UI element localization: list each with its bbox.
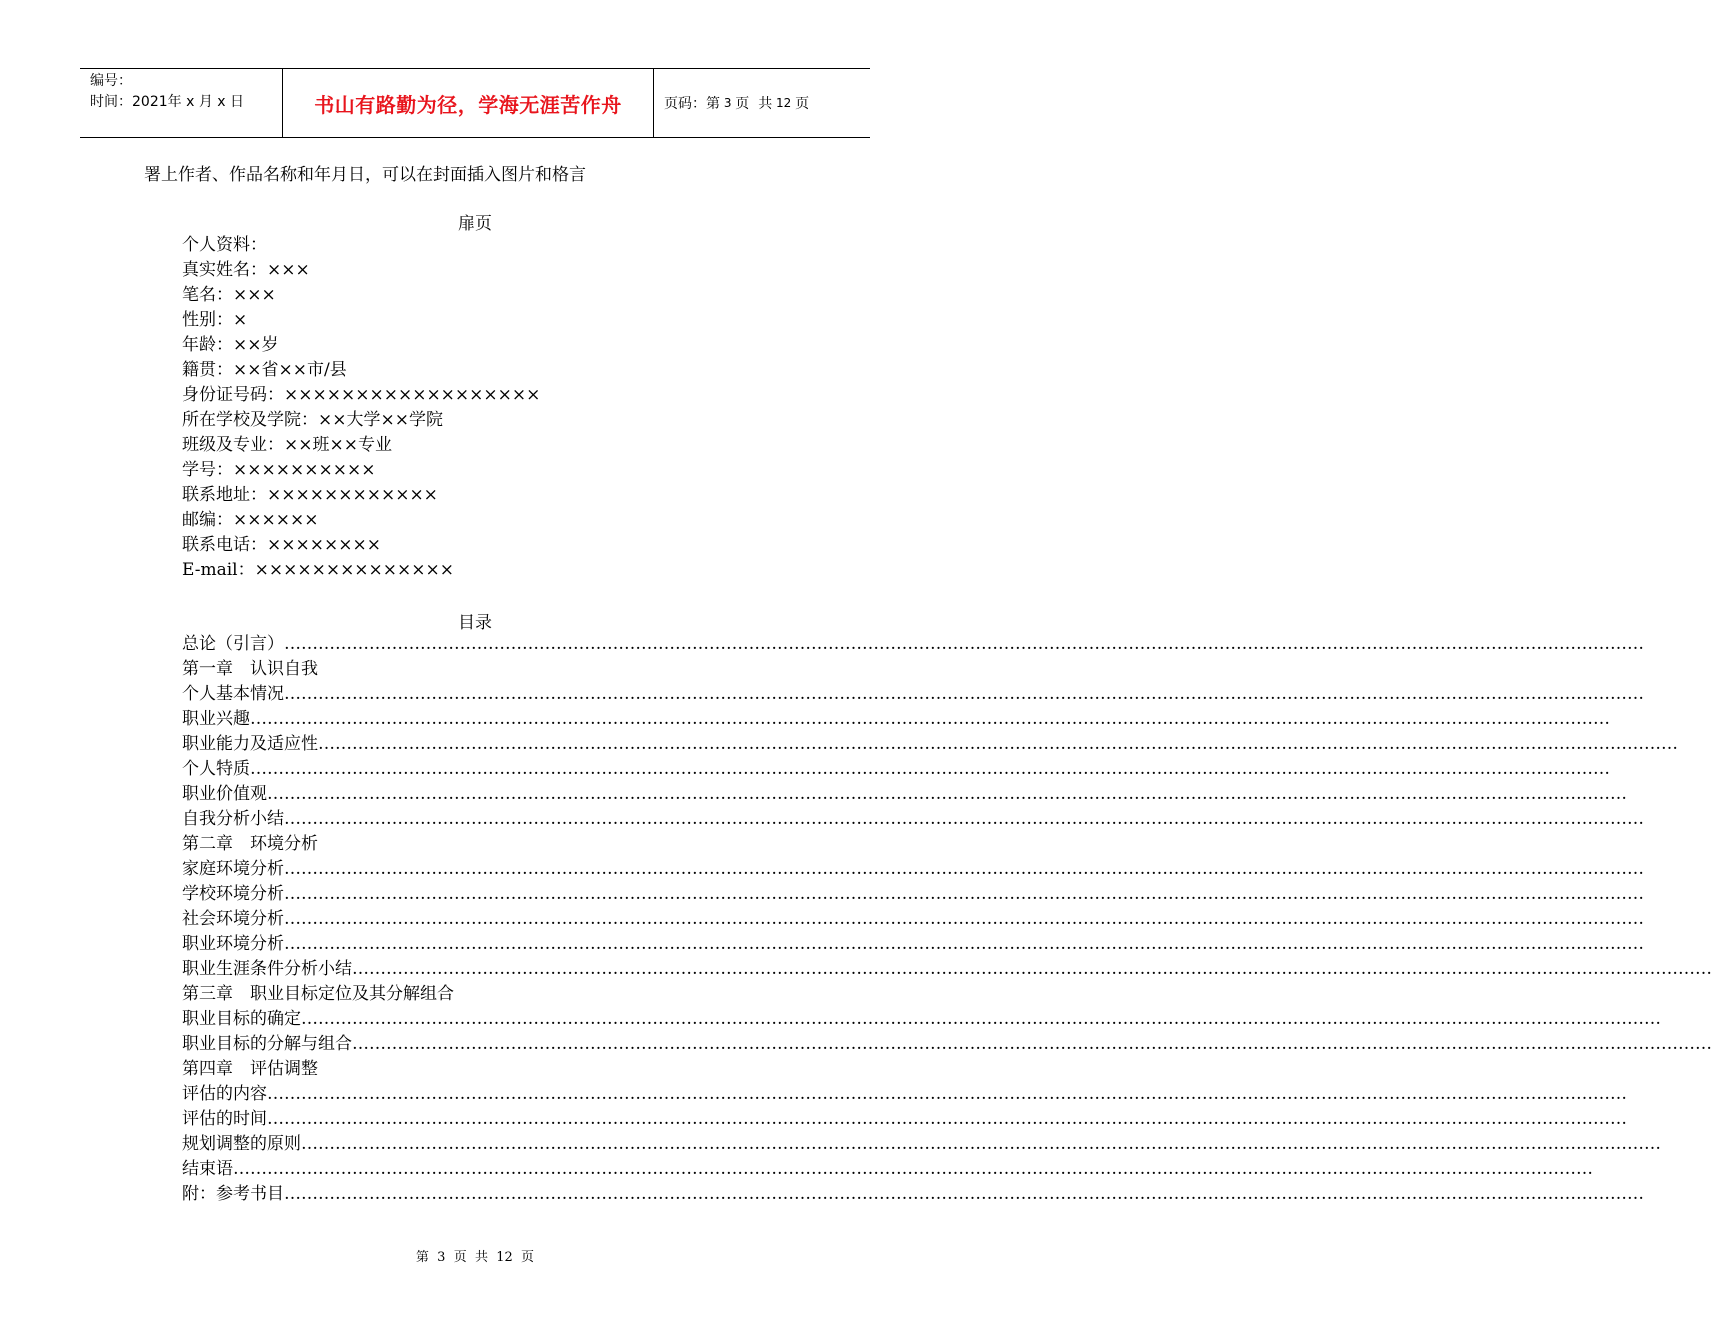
flyleaf-line: 籍贯：××省××市/县 bbox=[182, 360, 347, 380]
page-label: 页码：第 bbox=[664, 96, 720, 112]
toc-leader-dots: …………………………………………………………………………………………………………………………………………………………………………………………………………………… bbox=[267, 784, 1627, 804]
header-meta bbox=[80, 69, 282, 137]
intro-text: 署上作者、作品名称和年月日，可以在封面插入图片和格言 bbox=[144, 165, 586, 185]
time-year: 2021 bbox=[132, 94, 168, 110]
flyleaf-line: 所在学校及学院：××大学××学院 bbox=[182, 410, 443, 430]
toc-entry[interactable] bbox=[182, 857, 1644, 882]
toc-leader-dots: …………………………………………………………………………………………………………………………………………………………………………………………………………………… bbox=[267, 1084, 1627, 1104]
toc-leader-dots: …………………………………………………………………………………………………………………………………………………………………………………………………………………… bbox=[284, 909, 1644, 929]
toc-entry[interactable] bbox=[182, 882, 1644, 907]
toc-entry[interactable] bbox=[182, 957, 1712, 982]
toc-entry-label: 个人特质 bbox=[182, 759, 250, 779]
toc-chapter[interactable] bbox=[182, 982, 797, 1007]
toc-leader-dots: …………………………………………………………………………………………………………………………………………………………………………………………………………………… bbox=[233, 1159, 1593, 1179]
flyleaf-line: 联系电话：×××××××× bbox=[182, 535, 381, 555]
toc-entry-label: 自我分析小结 bbox=[182, 809, 284, 829]
toc-entry-label: 第一章 认识自我 bbox=[182, 659, 318, 679]
toc-entry-label: 学校环境分析 bbox=[182, 884, 284, 904]
toc-entry[interactable] bbox=[182, 1157, 1593, 1182]
toc-entry-label: 附：参考书目 bbox=[182, 1184, 284, 1204]
page-header bbox=[80, 68, 870, 138]
toc-entry-label: 评估的内容 bbox=[182, 1084, 267, 1104]
toc-chapter[interactable] bbox=[182, 1057, 797, 1082]
toc-leader-dots: …………………………………………………………………………………………………………………………………………………………………………………………………………………… bbox=[284, 1184, 1644, 1204]
toc-leader-dots: …………………………………………………………………………………………………………………………………………………………………………………………………………………… bbox=[301, 1134, 1661, 1154]
toc-entry-label: 职业能力及适应性 bbox=[182, 734, 318, 754]
flyleaf-line: E-mail：×××××××××××××× bbox=[182, 560, 455, 580]
toc-entry-label: 职业生涯条件分析小结 bbox=[182, 959, 352, 979]
flyleaf-line: 个人资料： bbox=[182, 235, 267, 255]
toc-leader-dots: …………………………………………………………………………………………………………………………………………………………………………………………………………………… bbox=[284, 884, 1644, 904]
toc-entry[interactable] bbox=[182, 1007, 1661, 1032]
toc-entry[interactable] bbox=[182, 907, 1644, 932]
toc-title: 目录 bbox=[458, 613, 492, 633]
toc-entry-label: 第三章 职业目标定位及其分解组合 bbox=[182, 984, 454, 1004]
toc-entry[interactable] bbox=[182, 632, 1644, 657]
toc-entry-label: 职业目标的分解与组合 bbox=[182, 1034, 352, 1054]
motto: 书山有路勤为径，学海无涯苦作舟 bbox=[282, 69, 654, 137]
toc-entry-label: 第二章 环境分析 bbox=[182, 834, 318, 854]
toc-entry-label: 职业价值观 bbox=[182, 784, 267, 804]
toc-entry[interactable] bbox=[182, 732, 1678, 757]
toc-leader-dots: …………………………………………………………………………………………………………………………………………………………………………………………………………………… bbox=[284, 634, 1644, 654]
time-line bbox=[90, 92, 282, 113]
page-footer: 第 3 页 共 12 页 bbox=[415, 1250, 535, 1265]
toc-entry[interactable] bbox=[182, 682, 1644, 707]
toc-entry-label: 职业兴趣 bbox=[182, 709, 250, 729]
flyleaf-line: 笔名：××× bbox=[182, 285, 276, 305]
toc-entry[interactable] bbox=[182, 1032, 1712, 1057]
toc-entry[interactable] bbox=[182, 1182, 1644, 1207]
number-label: 编号： bbox=[90, 73, 132, 89]
page-mid: 页 共 bbox=[735, 96, 773, 112]
toc-entry-label: 规划调整的原则 bbox=[182, 1134, 301, 1154]
toc-leader-dots: …………………………………………………………………………………………………………………………………………………………………………………………………………………… bbox=[250, 709, 1610, 729]
toc-list bbox=[182, 632, 1712, 1207]
toc-entry-label: 总论（引言） bbox=[182, 634, 284, 654]
toc-entry-label: 个人基本情况 bbox=[182, 684, 284, 704]
toc-leader-dots: …………………………………………………………………………………………………………………………………………………………………………………………………………………… bbox=[284, 684, 1644, 704]
flyleaf-line: 班级及专业：××班××专业 bbox=[182, 435, 392, 455]
toc-entry[interactable] bbox=[182, 1107, 1627, 1132]
toc-entry[interactable] bbox=[182, 707, 1610, 732]
time-rest: 年 x 月 x 日 bbox=[167, 94, 245, 110]
toc-entry-label: 评估的时间 bbox=[182, 1109, 267, 1129]
toc-entry[interactable] bbox=[182, 1132, 1661, 1157]
toc-entry-label: 职业目标的确定 bbox=[182, 1009, 301, 1029]
page-number: 3 bbox=[723, 96, 732, 110]
toc-entry-label: 第四章 评估调整 bbox=[182, 1059, 318, 1079]
toc-entry[interactable] bbox=[182, 1082, 1627, 1107]
toc-leader-dots: …………………………………………………………………………………………………………………………………………………………………………………………………………………… bbox=[352, 1034, 1712, 1054]
toc-chapter[interactable] bbox=[182, 832, 797, 857]
flyleaf-line: 年龄：××岁 bbox=[182, 335, 279, 355]
toc-leader-dots: …………………………………………………………………………………………………………………………………………………………………………………………………………………… bbox=[284, 809, 1644, 829]
toc-leader-dots: …………………………………………………………………………………………………………………………………………………………………………………………………………………… bbox=[267, 1109, 1627, 1129]
toc-entry[interactable] bbox=[182, 807, 1644, 832]
toc-entry[interactable] bbox=[182, 782, 1627, 807]
toc-leader-dots: …………………………………………………………………………………………………………………………………………………………………………………………………………………… bbox=[250, 759, 1610, 779]
toc-chapter[interactable] bbox=[182, 657, 797, 682]
page-total: 12 bbox=[776, 96, 792, 110]
toc-entry[interactable] bbox=[182, 932, 1644, 957]
toc-leader-dots: …………………………………………………………………………………………………………………………………………………………………………………………………………………… bbox=[301, 1009, 1661, 1029]
flyleaf-line: 真实姓名：××× bbox=[182, 260, 310, 280]
toc-leader-dots: …………………………………………………………………………………………………………………………………………………………………………………………………………………… bbox=[318, 734, 1678, 754]
toc-leader-dots: …………………………………………………………………………………………………………………………………………………………………………………………………………………… bbox=[284, 934, 1644, 954]
flyleaf-line: 身份证号码：×××××××××××××××××× bbox=[182, 385, 541, 405]
page-end: 页 bbox=[795, 96, 810, 112]
flyleaf-line: 联系地址：×××××××××××× bbox=[182, 485, 438, 505]
toc-leader-dots: …………………………………………………………………………………………………………………………………………………………………………………………………………………… bbox=[352, 959, 1712, 979]
toc-leader-dots: …………………………………………………………………………………………………………………………………………………………………………………………………………………… bbox=[284, 859, 1644, 879]
toc-entry-label: 社会环境分析 bbox=[182, 909, 284, 929]
toc-entry-label: 家庭环境分析 bbox=[182, 859, 284, 879]
toc-entry[interactable] bbox=[182, 757, 1610, 782]
flyleaf-lines bbox=[182, 233, 540, 583]
toc-entry-label: 职业环境分析 bbox=[182, 934, 284, 954]
flyleaf-title: 扉页 bbox=[458, 214, 492, 234]
flyleaf-line: 学号：×××××××××× bbox=[182, 460, 376, 480]
flyleaf-line: 性别：× bbox=[182, 310, 248, 330]
flyleaf-line: 邮编：×××××× bbox=[182, 510, 319, 530]
time-label: 时间： bbox=[90, 94, 132, 110]
page-indicator bbox=[654, 69, 870, 137]
toc-entry-label: 结束语 bbox=[182, 1159, 233, 1179]
